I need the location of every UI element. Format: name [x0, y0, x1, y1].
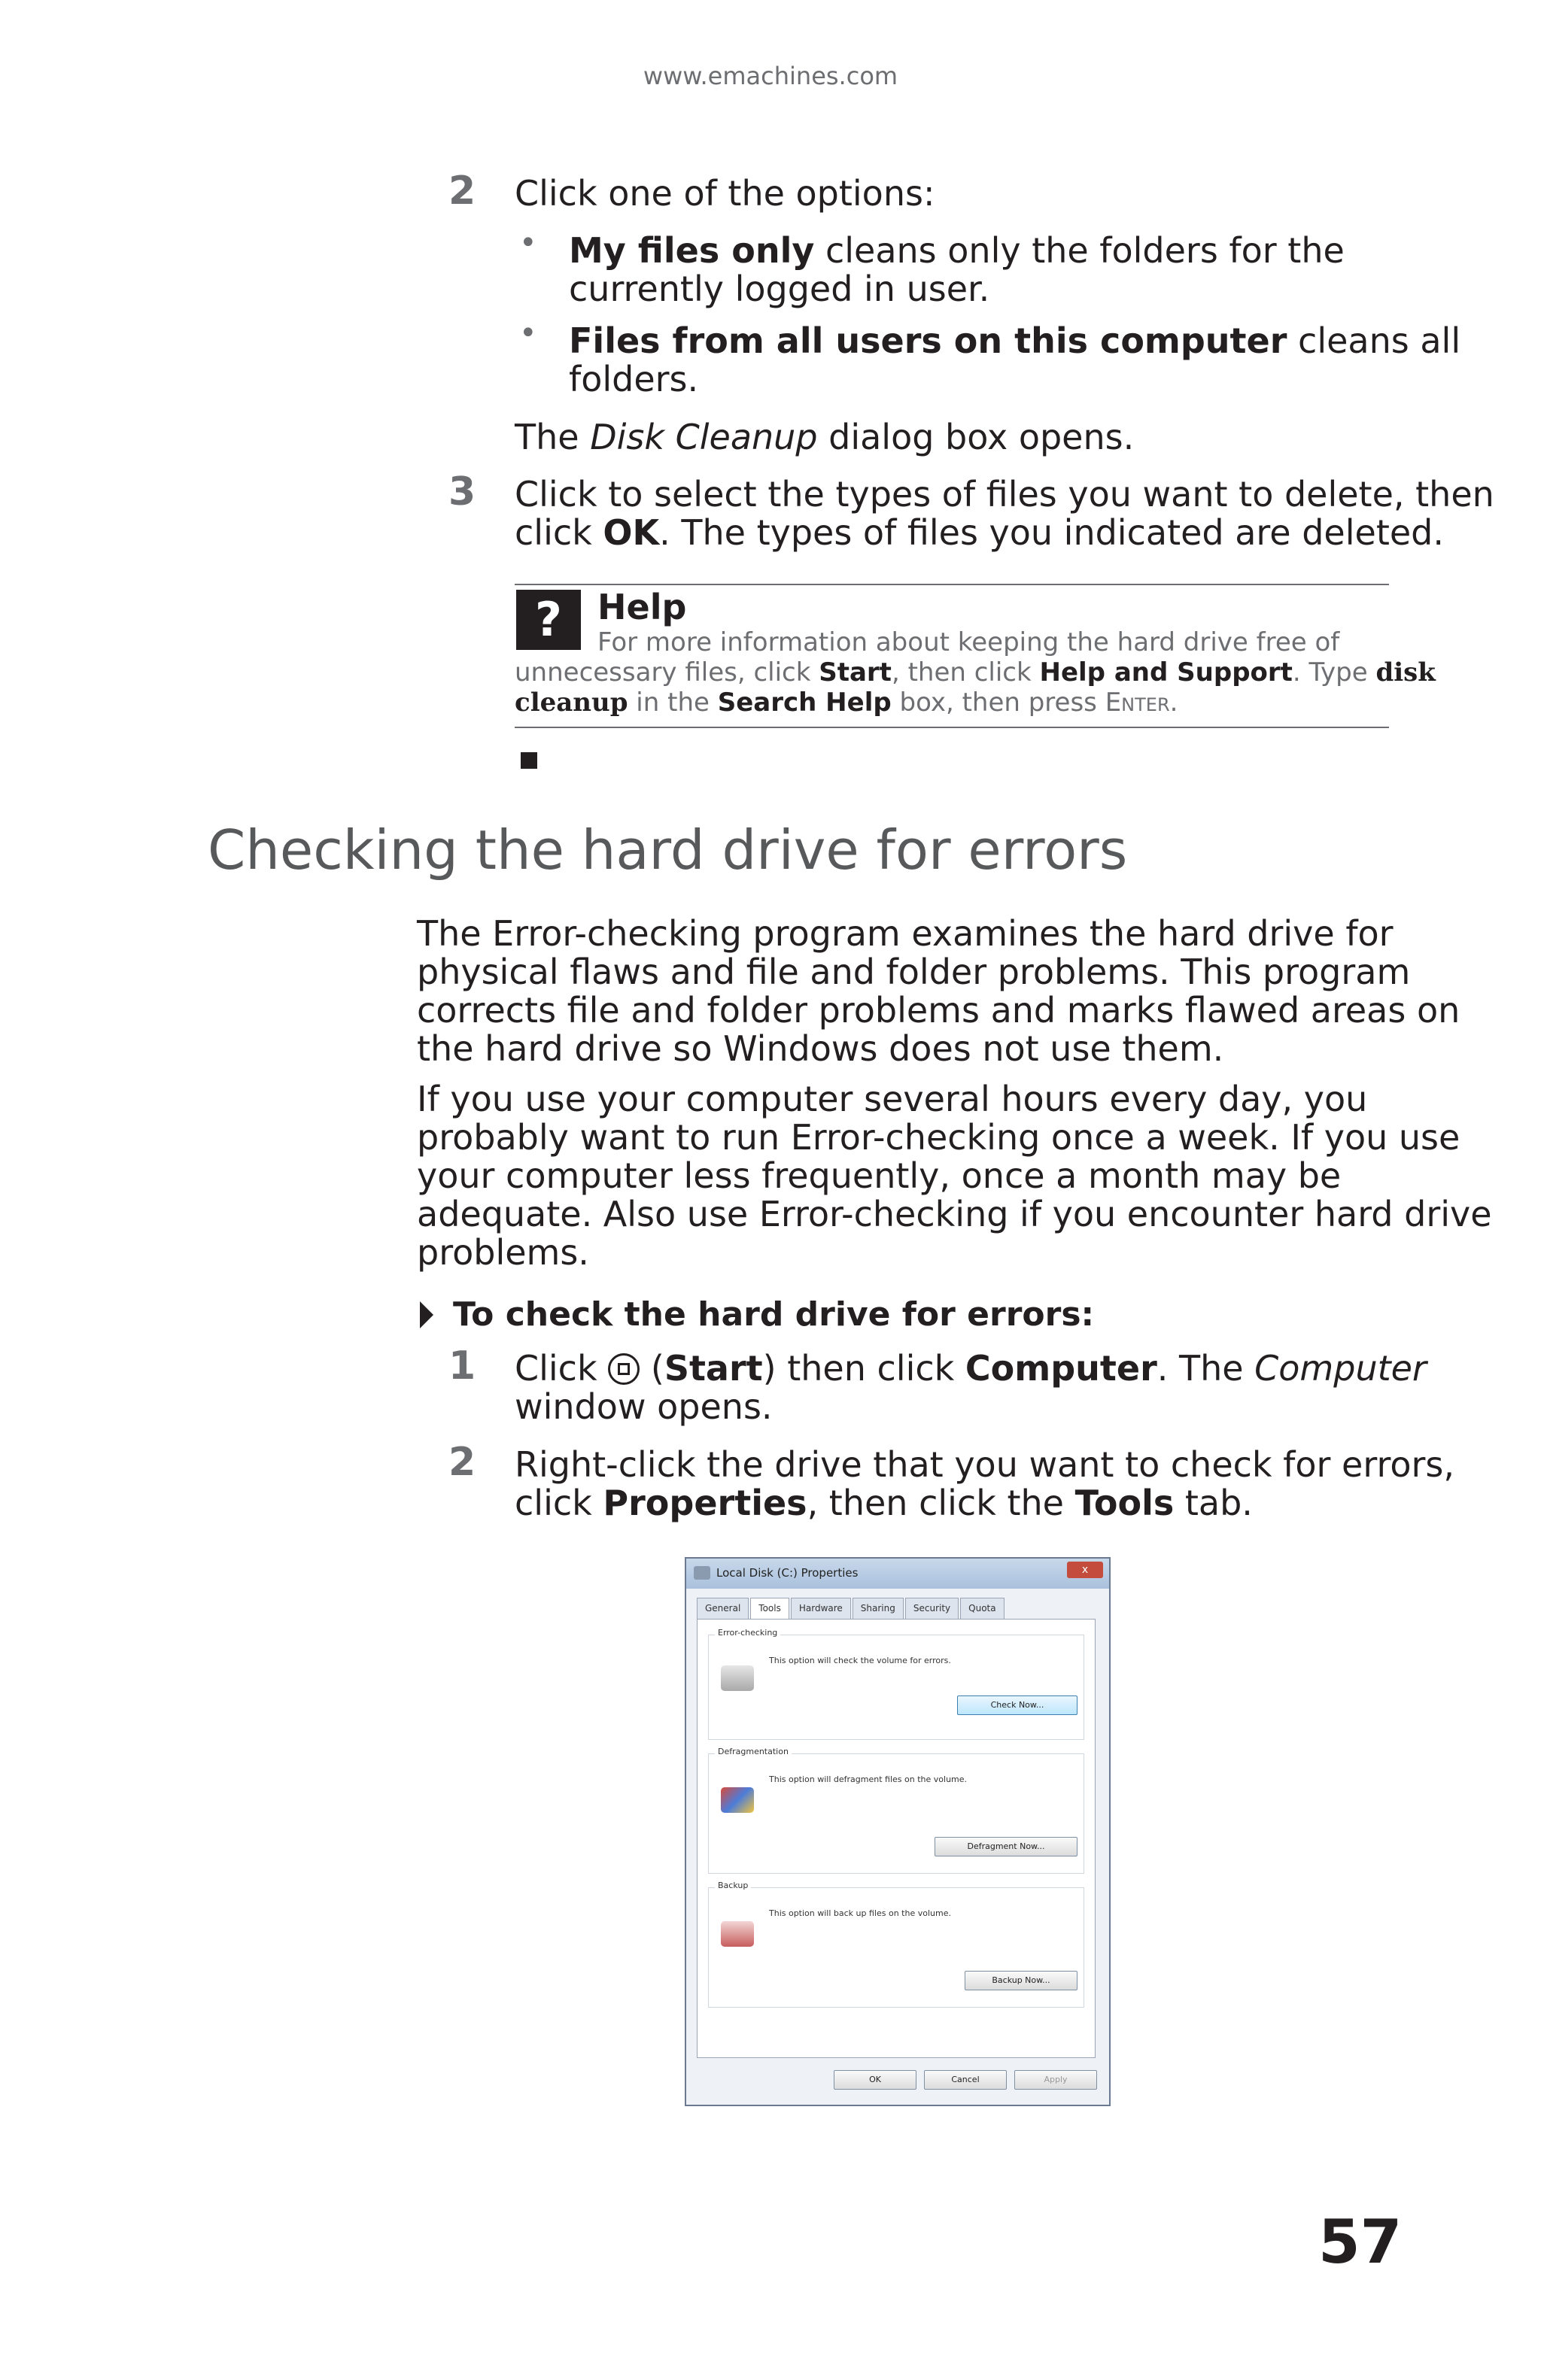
text: box, then press — [891, 688, 1105, 718]
window-name: Computer — [1254, 1348, 1427, 1389]
backup-now-button[interactable]: Backup Now... — [965, 1971, 1077, 1990]
help-title: Help — [597, 587, 687, 627]
bullet-icon: • — [519, 226, 537, 260]
step-number: 2 — [448, 1440, 476, 1485]
group-label: Error-checking — [715, 1628, 780, 1638]
apply-button[interactable]: Apply — [1014, 2070, 1097, 2090]
text: dialog box opens. — [817, 417, 1135, 457]
properties-label: Properties — [603, 1483, 807, 1523]
bullet-bold: Files from all users on this computer — [569, 320, 1287, 361]
tab-general[interactable]: General — [697, 1598, 749, 1619]
search-term: disk — [1375, 657, 1436, 688]
text: ) then click — [762, 1348, 965, 1389]
tab-sharing[interactable]: Sharing — [853, 1598, 904, 1619]
para-line: The Error-checking program examines the hard drive for — [417, 913, 1394, 954]
text: . — [1169, 688, 1178, 718]
bullet-item-cont: currently logged in user. — [569, 269, 990, 309]
group-description: This option will check the volume for errors. — [769, 1656, 951, 1665]
tab-quota[interactable]: Quota — [960, 1598, 1004, 1619]
text: . The — [1157, 1348, 1255, 1389]
para-line: the hard drive so Windows does not use them. — [417, 1028, 1224, 1069]
text: unnecessary files, click — [515, 657, 819, 688]
para-line: physical flaws and file and folder problems. This program — [417, 952, 1411, 992]
group-description: This option will back up files on the volume. — [769, 1908, 951, 1918]
end-of-section-mark — [521, 752, 537, 769]
text: , then click — [891, 657, 1040, 688]
dialog-titlebar — [686, 1559, 1109, 1589]
properties-dialog-screenshot — [685, 1557, 1111, 2106]
text: tab. — [1174, 1483, 1253, 1523]
check-now-button[interactable]: Check Now... — [957, 1695, 1077, 1715]
enter-key: Enter — [1105, 688, 1170, 718]
bullet-item-cont: folders. — [569, 359, 699, 399]
tab-hardware[interactable]: Hardware — [791, 1598, 851, 1619]
bullet-text: cleans only the folders for the — [814, 230, 1345, 271]
tools-label: Tools — [1074, 1483, 1175, 1523]
defragment-icon — [721, 1787, 754, 1813]
text: Click — [515, 1348, 609, 1389]
start-label: Start — [664, 1348, 763, 1389]
error-checking-group — [708, 1628, 1084, 1740]
text: , then click the — [807, 1483, 1075, 1523]
para-line: probably want to run Error-checking once a week. If you use — [417, 1117, 1460, 1158]
defragment-now-button[interactable]: Defragment Now... — [935, 1837, 1077, 1856]
bullet-item — [569, 322, 1460, 360]
help-text — [515, 688, 1178, 718]
bullet-text: cleans all — [1287, 320, 1461, 361]
section-title: Checking the hard drive for errors — [208, 818, 1128, 882]
defragmentation-group — [708, 1747, 1084, 1874]
step-result — [515, 418, 1134, 457]
backup-group — [708, 1881, 1084, 2008]
search-term: cleanup — [515, 688, 628, 718]
step-text: Click one of the options: — [515, 173, 935, 214]
step-text-cont — [515, 1484, 1253, 1522]
cancel-button[interactable]: Cancel — [924, 2070, 1007, 2090]
text: ( — [640, 1348, 664, 1389]
text: in the — [628, 688, 718, 718]
dialog-tabs — [697, 1598, 1005, 1619]
step-number: 1 — [448, 1343, 476, 1389]
tools-panel — [697, 1619, 1096, 2058]
step-text-cont: window opens. — [515, 1386, 773, 1427]
step-text-cont — [515, 514, 1444, 552]
help-top-rule — [515, 584, 1389, 585]
procedure-heading: To check the hard drive for errors: — [453, 1295, 1095, 1334]
para-line: problems. — [417, 1232, 589, 1273]
backup-icon — [721, 1921, 754, 1947]
tab-tools[interactable]: Tools — [750, 1598, 789, 1619]
procedure-arrow-icon — [420, 1301, 433, 1328]
bullet-bold: My files only — [569, 230, 815, 271]
group-description: This option will defragment files on the volume. — [769, 1774, 968, 1784]
bullet-icon: • — [519, 316, 537, 351]
group-label: Defragmentation — [715, 1747, 792, 1756]
help-icon: ? — [516, 590, 581, 650]
para-line: adequate. Also use Error-checking if you encounter hard drive — [417, 1194, 1492, 1234]
text: click — [515, 1483, 603, 1523]
dialog-name: Disk Cleanup — [590, 417, 818, 457]
close-icon[interactable]: x — [1067, 1562, 1103, 1578]
page-number: 57 — [1318, 2207, 1403, 2277]
step-text — [515, 1349, 1427, 1388]
para-line: corrects file and folder problems and marks flawed areas on — [417, 990, 1460, 1031]
help-bottom-rule — [515, 727, 1389, 728]
ok-button[interactable]: OK — [834, 2070, 916, 2090]
help-text — [515, 657, 1436, 688]
header-url: www.emachines.com — [643, 62, 898, 90]
help-support-label: Help and Support — [1039, 657, 1293, 688]
step-text: Click to select the types of files you want to delete, then — [515, 474, 1494, 515]
drive-check-icon — [721, 1665, 754, 1691]
paragraph-1 — [417, 915, 1460, 1068]
dialog-title: Local Disk (C:) Properties — [716, 1566, 859, 1580]
step-text: Right-click the drive that you want to check for errors, — [515, 1444, 1455, 1485]
help-text: For more information about keeping the hard drive free of — [597, 627, 1340, 657]
group-label: Backup — [715, 1881, 751, 1890]
step-number: 2 — [448, 168, 476, 214]
text: . Type — [1292, 657, 1376, 688]
paragraph-2 — [417, 1080, 1492, 1272]
tab-security[interactable]: Security — [905, 1598, 959, 1619]
windows-start-icon — [608, 1353, 640, 1385]
search-help-label: Search Help — [717, 688, 892, 718]
text: click — [515, 512, 603, 553]
para-line: your computer less frequently, once a month may be — [417, 1155, 1342, 1196]
para-line: If you use your computer several hours every day, you — [417, 1079, 1368, 1119]
text: . The types of files you indicated are deleted. — [659, 512, 1444, 553]
computer-label: Computer — [965, 1348, 1157, 1389]
text: The — [515, 417, 591, 457]
ok-label: OK — [603, 512, 660, 553]
start-label: Start — [819, 657, 892, 688]
step-number: 3 — [448, 469, 476, 515]
bullet-item — [569, 232, 1345, 270]
drive-icon — [694, 1566, 710, 1580]
